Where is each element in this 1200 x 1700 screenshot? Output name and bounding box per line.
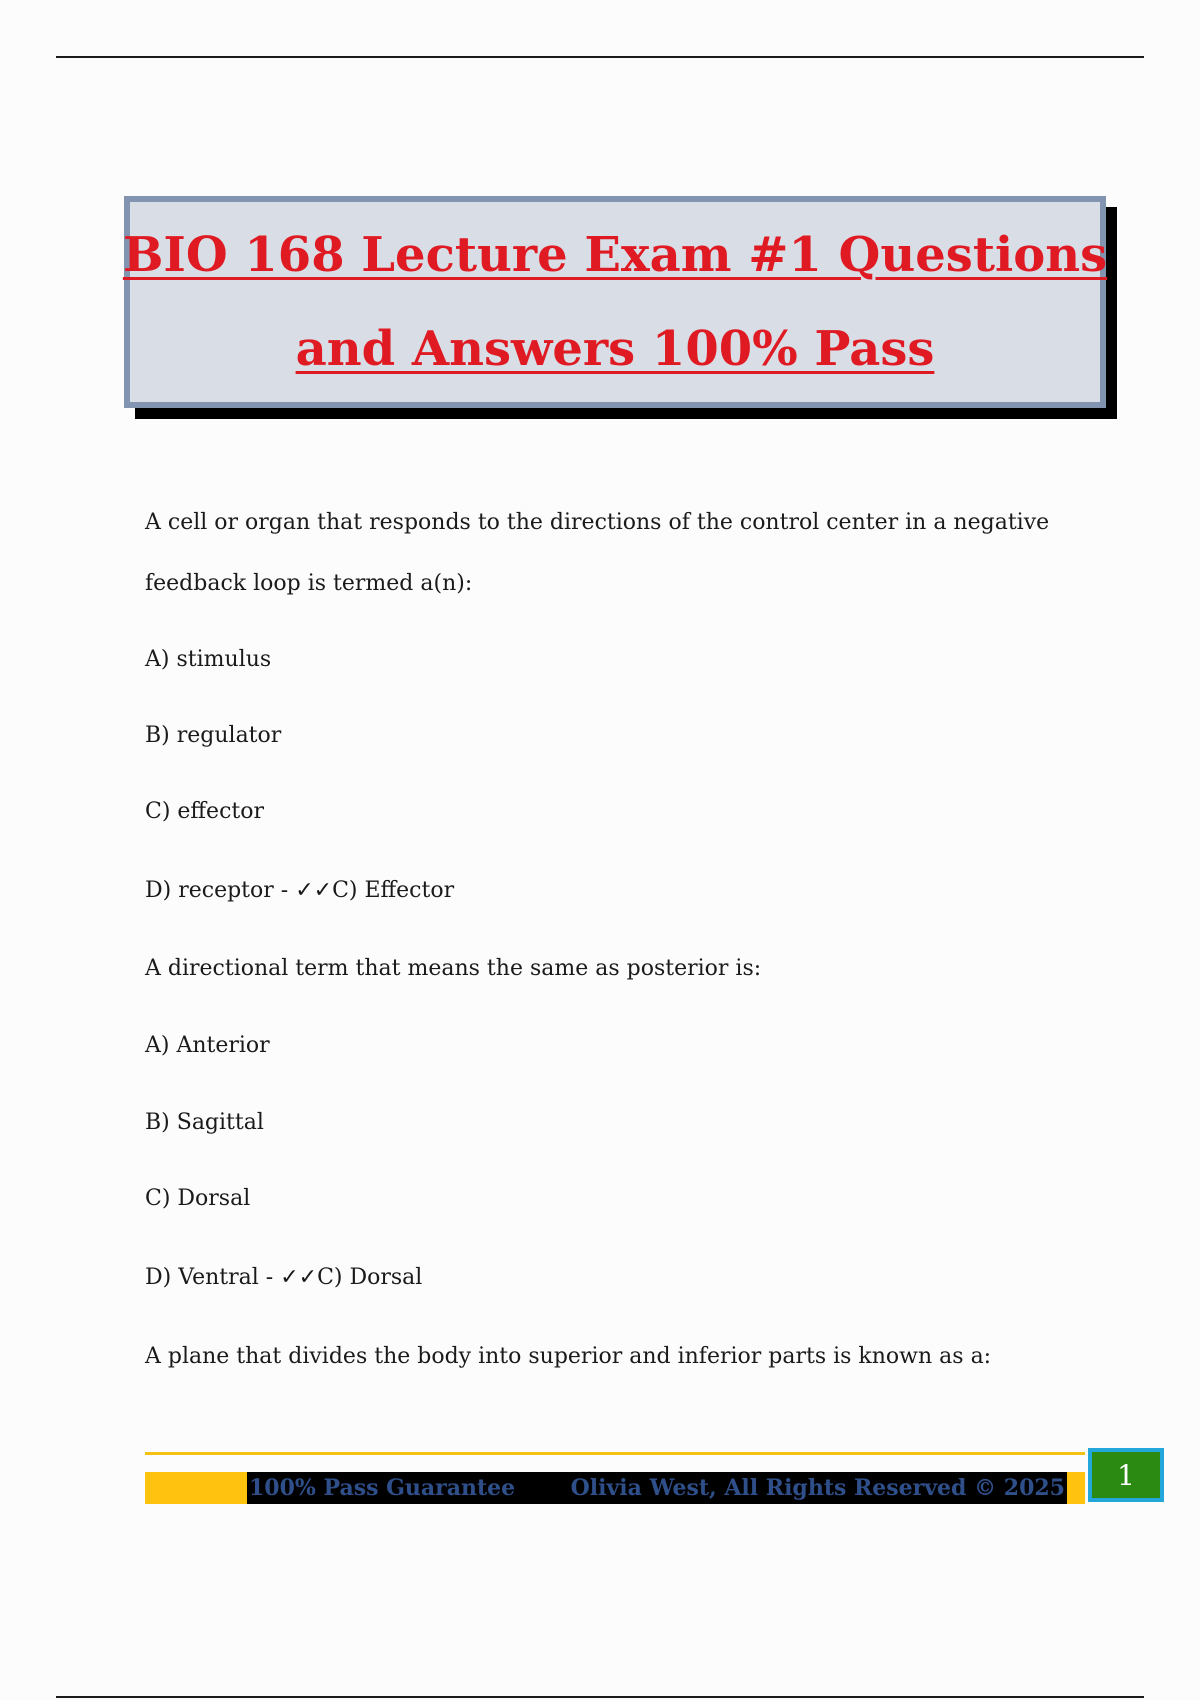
document-title-line-2: and Answers 100% Pass xyxy=(295,321,935,377)
footer-right-text: Olivia West, All Rights Reserved © 2025 xyxy=(570,1475,1065,1501)
question-1-option-b: B) regulator xyxy=(145,723,282,748)
question-1-line-2: feedback loop is termed a(n): xyxy=(145,571,473,596)
top-rule xyxy=(56,56,1144,58)
footer-left-text: 100% Pass Guarantee xyxy=(249,1475,516,1501)
page-number: 1 xyxy=(1088,1448,1164,1502)
title-banner xyxy=(124,196,1106,408)
question-1-option-d-answer: D) receptor - ✓✓C) Effector xyxy=(145,878,455,903)
footer-bar xyxy=(145,1472,1085,1504)
question-3-text: A plane that divides the body into superior and inferior parts is known as a: xyxy=(145,1344,992,1369)
footer-rule xyxy=(145,1452,1085,1455)
footer-inner xyxy=(247,1472,1067,1504)
question-1-line-1: A cell or organ that responds to the directions of the control center in a negative xyxy=(145,510,1050,535)
question-2-option-c: C) Dorsal xyxy=(145,1186,251,1211)
question-2-option-d-answer: D) Ventral - ✓✓C) Dorsal xyxy=(145,1265,423,1290)
question-2-option-a: A) Anterior xyxy=(145,1033,270,1058)
bottom-rule xyxy=(56,1696,1144,1698)
question-1-option-c: C) effector xyxy=(145,799,265,824)
document-title-line-1: BIO 168 Lecture Exam #1 Questions xyxy=(122,227,1108,283)
title-box xyxy=(124,196,1106,408)
question-2-option-b: B) Sagittal xyxy=(145,1110,264,1135)
question-1-option-a: A) stimulus xyxy=(145,647,272,672)
question-2-text: A directional term that means the same as posterior is: xyxy=(145,956,762,981)
